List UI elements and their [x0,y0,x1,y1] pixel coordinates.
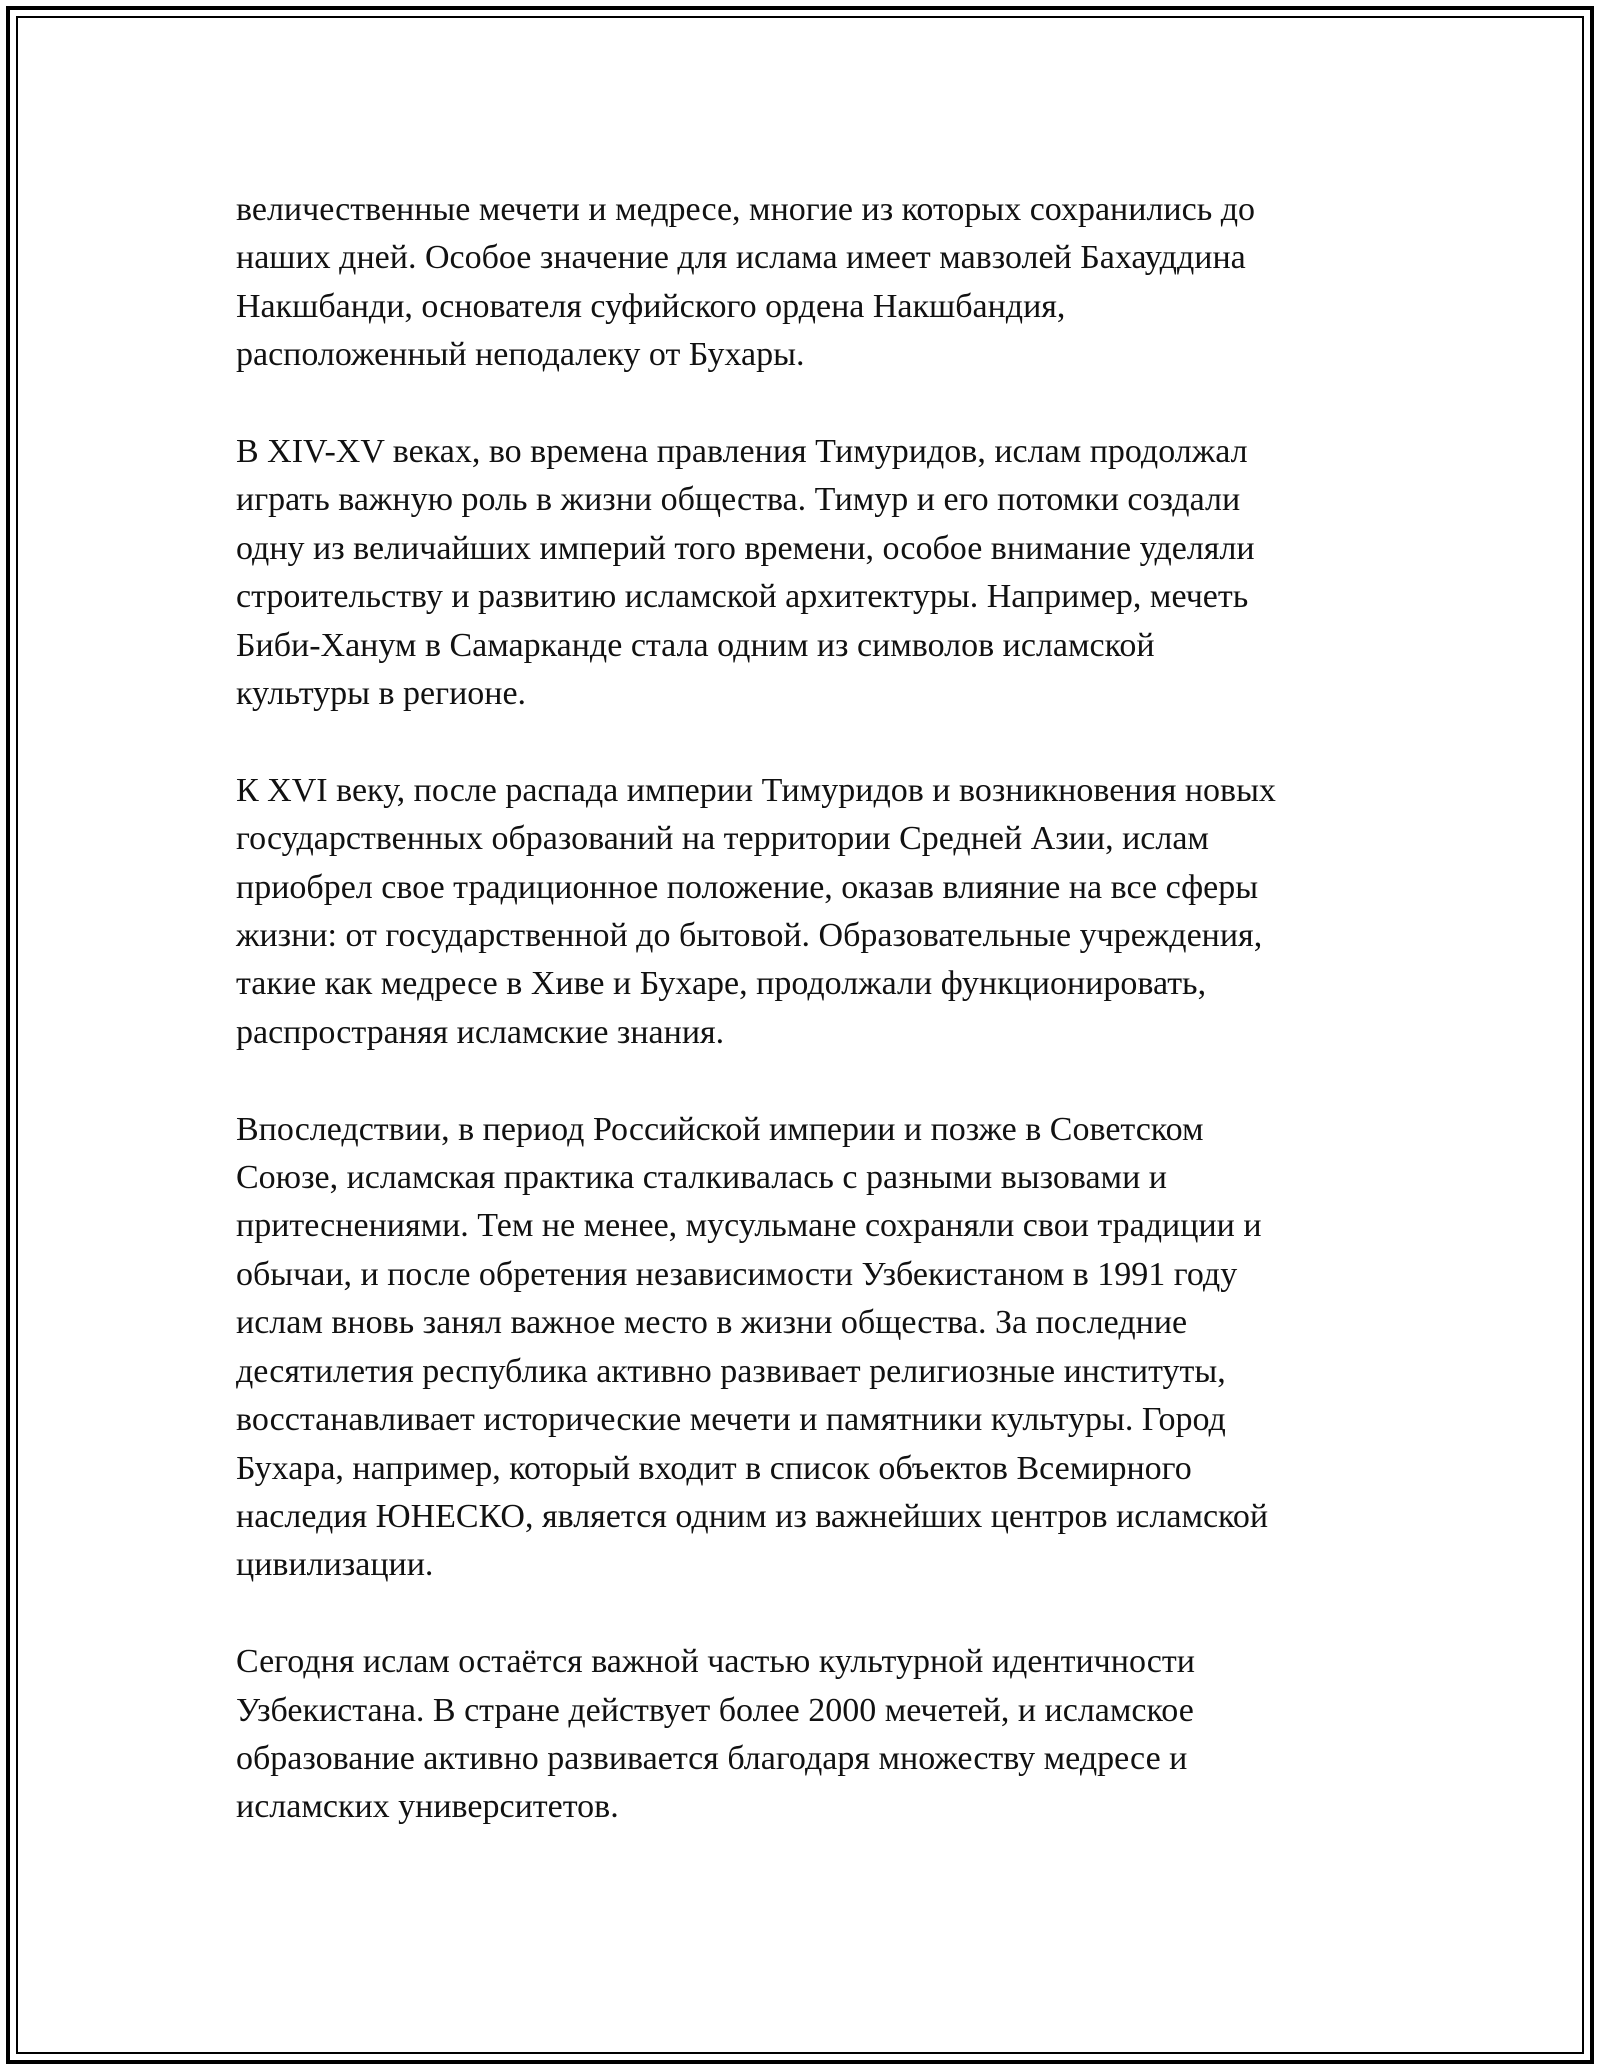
text-line: десятилетия республика активно развивает религиозные институты, [236,1352,1226,1390]
paragraph-1 [236,186,1396,380]
text-line: играть важную роль в жизни общества. Тимур и его потомки создали [236,481,1241,519]
text-line: восстанавливает исторические мечети и памятники культуры. Город [236,1401,1226,1439]
text-line: Бухара, например, который входит в список объектов Всемирного [236,1449,1192,1487]
text-line: Биби-Ханум в Самарканде стала одним из символов исламской [236,626,1155,664]
text-line: ислам вновь занял важное место в жизни общества. За последние [236,1304,1188,1342]
document-body [236,186,1396,1880]
text-line: В XIV-XV веках, во времена правления Тимуридов, ислам продолжал [236,433,1248,471]
text-line: такие как медресе в Хиве и Бухаре, продолжали функционировать, [236,965,1207,1003]
paragraph-2 [236,428,1396,718]
paragraph-3 [236,767,1396,1057]
text-line: Сегодня ислам остаётся важной частью культурной идентичности [236,1643,1195,1681]
text-line: наследия ЮНЕСКО, является одним из важнейших центров исламской [236,1497,1269,1535]
text-line: Накшбанди, основателя суфийского ордена Накшбандия, [236,287,1066,325]
text-line: К XVI веку, после распада империи Тимуридов и возникновения новых [236,771,1276,809]
paragraph-5 [236,1638,1396,1832]
paragraph-4 [236,1106,1396,1590]
text-line: культуры в регионе. [236,675,527,713]
text-line: Союзе, исламская практика сталкивалась с разными вызовами и [236,1159,1167,1197]
text-line: Впоследствии, в период Российской империи и позже в Советском [236,1110,1204,1148]
text-line: образование активно развивается благодаря множеству медресе и [236,1739,1188,1777]
text-line: притеснениями. Тем не менее, мусульмане сохраняли свои традиции и [236,1207,1262,1245]
text-line: цивилизации. [236,1546,434,1584]
text-line: приобрел свое традиционное положение, оказав влияние на все сферы [236,868,1259,906]
text-line: обычаи, и после обретения независимости Узбекистаном в 1991 году [236,1255,1238,1293]
text-line: исламских университетов. [236,1788,619,1826]
text-line: величественные мечети и медресе, многие из которых сохранились до [236,191,1256,228]
text-line: жизни: от государственной до бытовой. Образовательные учреждения, [236,917,1263,955]
text-line: наших дней. Особое значение для ислама имеет мавзолей Бахауддина [236,239,1246,277]
text-line: строительству и развитию исламской архитектуры. Например, мечеть [236,578,1249,616]
text-line: государственных образований на территории Средней Азии, ислам [236,820,1209,858]
text-line: Узбекистана. В стране действует более 2000 мечетей, и исламское [236,1691,1194,1729]
text-line: распространяя исламские знания. [236,1013,725,1051]
text-line: расположенный неподалеку от Бухары. [236,336,805,374]
text-line: одну из величайших империй того времени, особое внимание уделяли [236,529,1255,567]
